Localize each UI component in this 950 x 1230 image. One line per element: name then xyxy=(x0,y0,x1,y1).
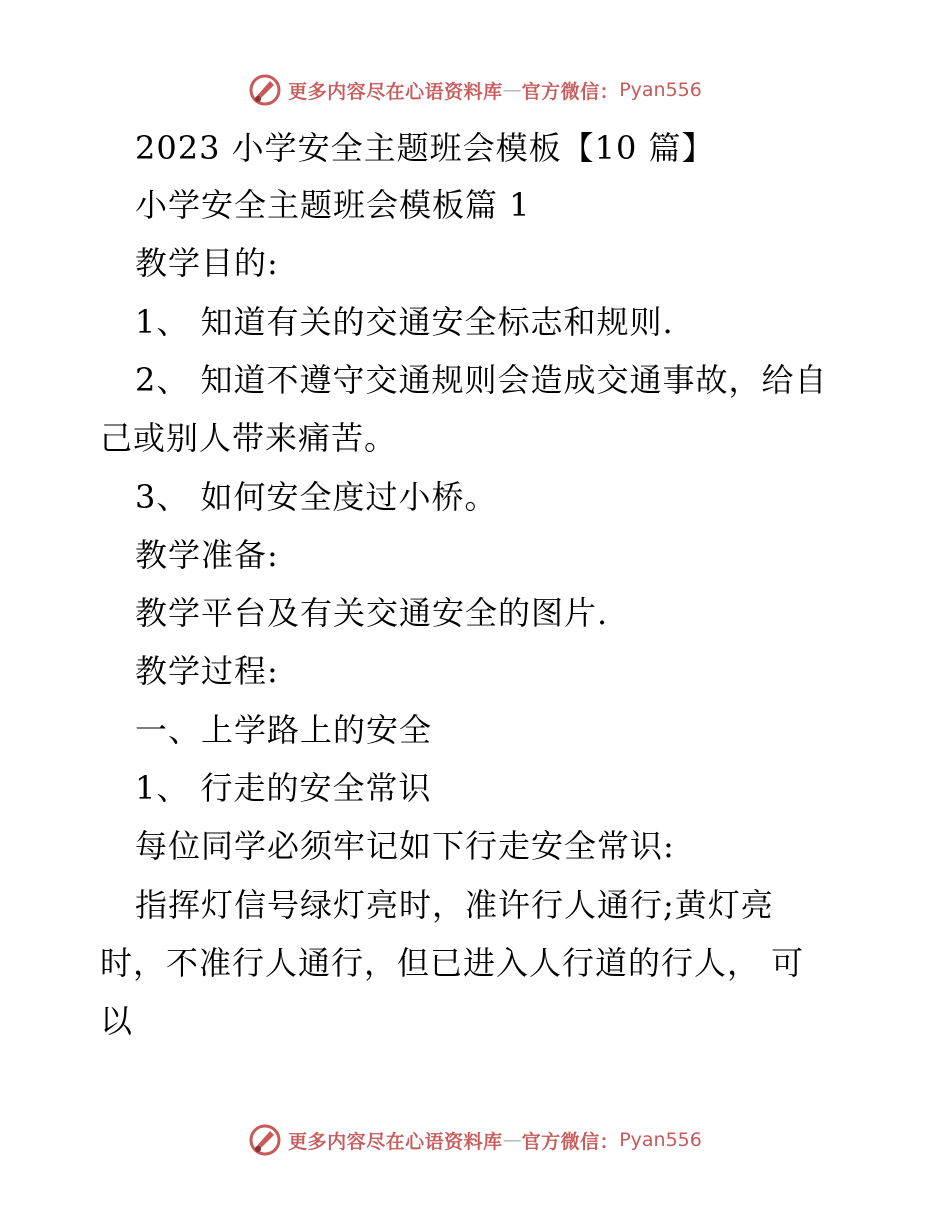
wechat-label: 官方微信： xyxy=(521,80,620,103)
section-title: 小学安全主题班会模板篇 1 xyxy=(135,186,531,224)
wechat-label: 官方微信： xyxy=(521,1130,620,1153)
goal-heading: 教学目的: xyxy=(135,244,279,282)
process-heading: 教学过程: xyxy=(135,652,279,690)
wechat-id: Pyan556 xyxy=(619,79,702,101)
banner-dash: — xyxy=(502,79,522,101)
site-name-text: 更多内容尽在心语资料库 xyxy=(288,1130,503,1153)
goal-item-1: 1、 知道有关的交通安全标志和规则. xyxy=(135,303,674,341)
wechat-id: Pyan556 xyxy=(619,1129,702,1151)
prep-heading: 教学准备: xyxy=(135,536,279,574)
banner-dash: — xyxy=(502,1129,522,1151)
pen-seal-icon xyxy=(248,1123,282,1157)
paragraph-line-3: 以 xyxy=(100,1002,134,1040)
goal-item-2-line1: 2、 知道不遵守交通规则会造成交通事故，给自 xyxy=(135,361,828,399)
site-name-text: 更多内容尽在心语资料库 xyxy=(288,80,503,103)
document-title: 2023 小学安全主题班会模板【10 篇】 xyxy=(135,129,715,167)
goal-item-3: 3、 如何安全度过小桥。 xyxy=(135,478,498,516)
part1-intro: 每位同学必须牢记如下行走安全常识: xyxy=(135,827,675,865)
prep-text: 教学平台及有关交通安全的图片. xyxy=(135,594,609,632)
part1-item1: 1、 行走的安全常识 xyxy=(135,769,432,807)
part1-title: 一、上学路上的安全 xyxy=(135,711,433,749)
goal-item-2-line2: 己或别人带来痛苦。 xyxy=(100,419,398,457)
footer-watermark-banner xyxy=(0,1120,950,1160)
paragraph-line-1: 指挥灯信号绿灯亮时，准许行人通行;黄灯亮 xyxy=(135,886,774,924)
paragraph-line-2: 时，不准行人通行，但已进入人行道的行人， 可 xyxy=(100,944,805,982)
